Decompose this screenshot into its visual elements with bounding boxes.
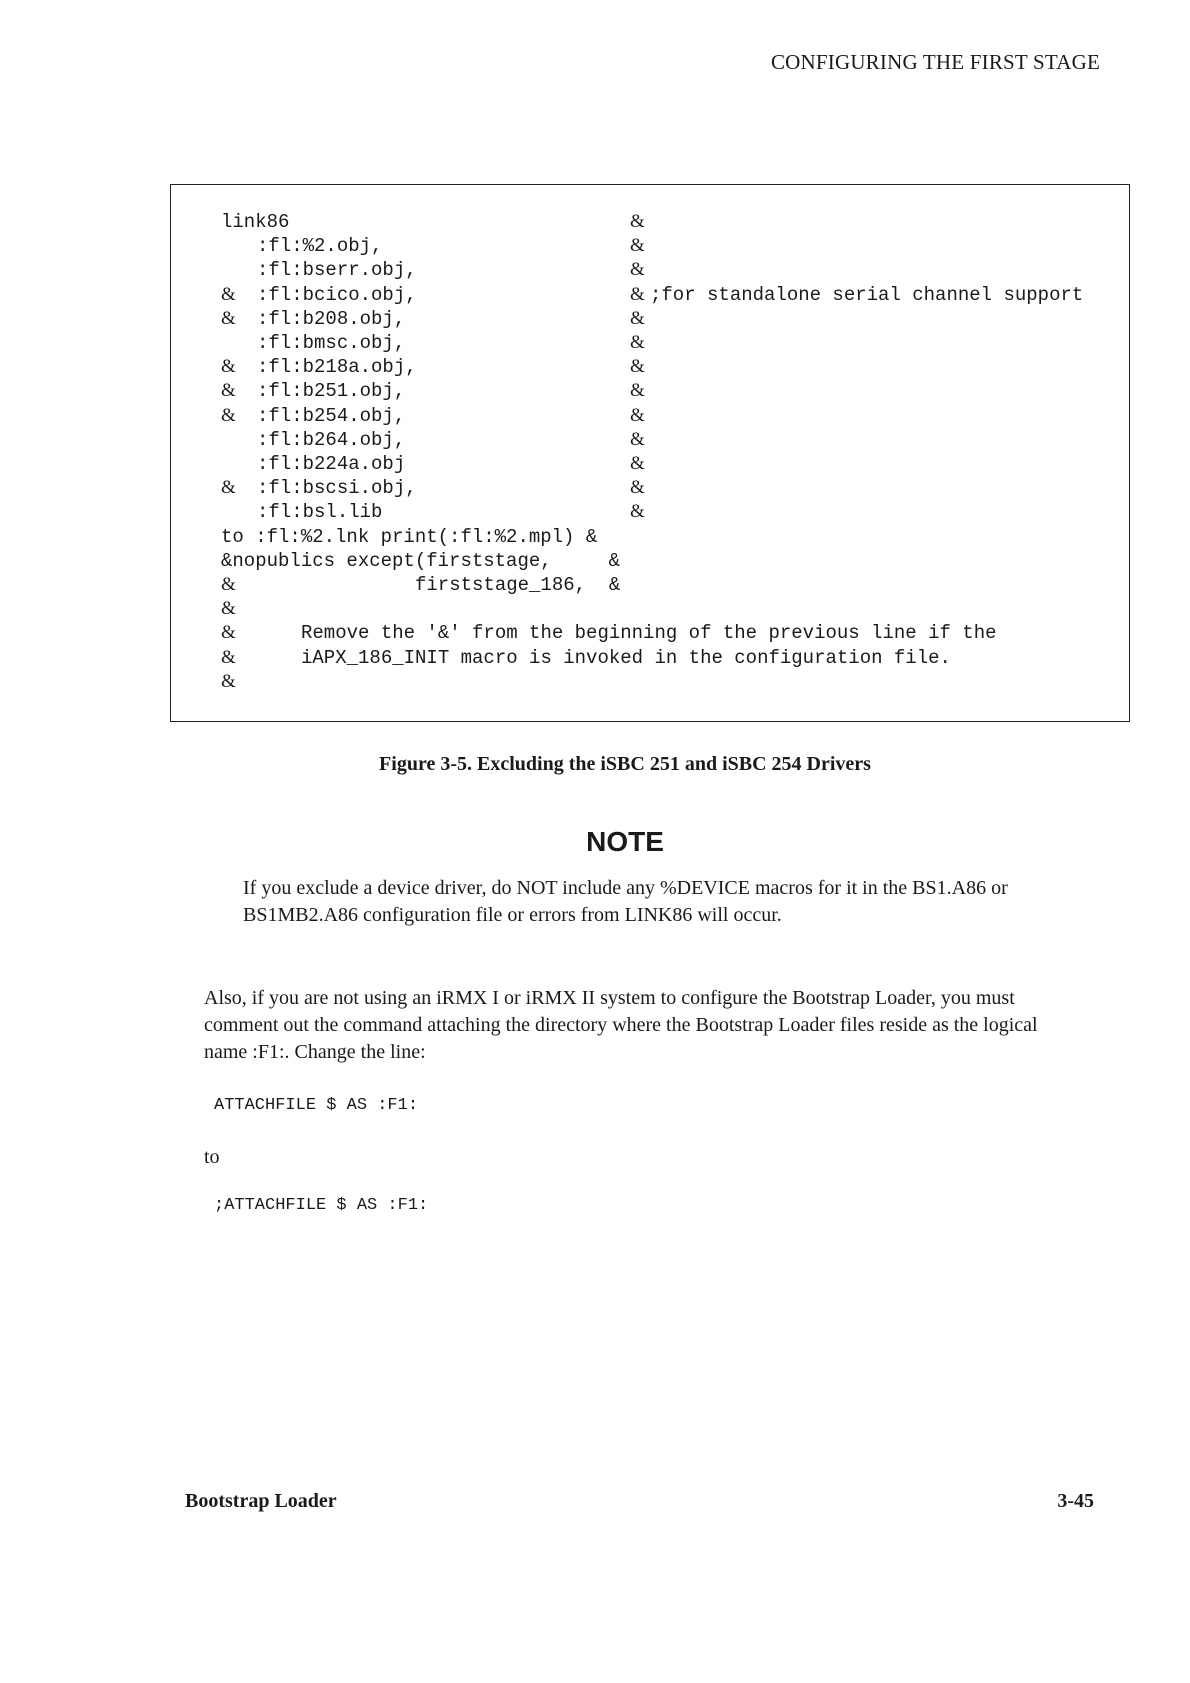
code-line-suffix: & — [630, 211, 645, 232]
to-word: to — [204, 1146, 220, 1168]
note-body: If you exclude a device driver, do NOT include any %DEVICE macros for it in the BS1.A86 or BS1MB2.A86 configuration file or errors from LINK86 will occur. — [243, 877, 1008, 926]
code-line-prefix: & — [221, 404, 236, 426]
figure-caption: Figure 3-5. Excluding the iSBC 251 and iSBC 254 Drivers — [379, 753, 871, 775]
code-line-text: :fl:bscsi.obj, — [257, 477, 417, 500]
footer-book-title: Bootstrap Loader — [185, 1490, 337, 1512]
body-paragraph: Also, if you are not using an iRMX I or iRMX II system to configure the Bootstrap Loader, you must comment out the command attaching the directory where the Bootstrap Loader files reside as the logical name :F1:. Change the line: — [204, 987, 1038, 1063]
code-line-prefix: & — [221, 670, 236, 692]
code-line-prefix: & — [221, 307, 236, 329]
code-line-comment: ;for standalone serial channel support — [650, 283, 1084, 306]
code-line-suffix: & — [630, 356, 645, 378]
code-line-text: :fl:b254.obj, — [257, 404, 406, 427]
code-line-prefix: & — [221, 622, 236, 644]
code-line-suffix: & — [630, 259, 645, 281]
code-line-suffix: & — [630, 477, 645, 499]
code-line-text: :fl:b264.obj, — [257, 428, 406, 451]
code-line-text: :fl:bsl.lib — [257, 501, 383, 524]
code-figure-box — [170, 184, 1130, 722]
code-line-nopublics: &nopublics except(firststage, & — [221, 549, 621, 572]
code-line-text: :fl:b251.obj, — [257, 380, 406, 403]
code-line-after: ;ATTACHFILE $ AS :F1: — [214, 1196, 429, 1215]
code-line-before: ATTACHFILE $ AS :F1: — [214, 1096, 419, 1115]
code-line-prefix: & — [221, 646, 236, 668]
note-title: NOTE — [586, 826, 664, 857]
code-remark-line: Remove the '&' from the beginning of the previous line if the — [301, 622, 997, 645]
code-line-suffix: & — [630, 380, 645, 402]
code-line-text: :fl:b208.obj, — [257, 307, 406, 330]
code-line-text: :fl:bmsc.obj, — [257, 332, 406, 354]
code-line-suffix: & — [630, 332, 645, 353]
code-line-text: link86 — [221, 211, 290, 233]
code-line-prefix: & — [221, 356, 236, 378]
code-line-suffix: & — [630, 235, 645, 257]
code-line-prefix: & — [221, 477, 236, 499]
code-line-firststage186: firststage_186, & — [415, 574, 621, 596]
code-line-text: :fl:b224a.obj — [257, 453, 406, 475]
code-line-to: to :fl:%2.lnk print(:fl:%2.mpl) & — [221, 525, 598, 548]
page-header-title: CONFIGURING THE FIRST STAGE — [770, 50, 1100, 74]
code-line-suffix: & — [630, 453, 645, 474]
footer-page-number: 3-45 — [1057, 1490, 1094, 1512]
code-line-text: :fl:b218a.obj, — [257, 356, 417, 379]
code-line-suffix: & — [630, 428, 645, 450]
code-line-suffix: & — [630, 283, 645, 305]
code-remark-line: iAPX_186_INIT macro is invoked in the configuration file. — [301, 646, 951, 669]
code-line-prefix: & — [221, 283, 236, 305]
code-line-suffix: & — [630, 404, 645, 426]
code-line-suffix: & — [630, 307, 645, 329]
code-line-text: :fl:bcico.obj, — [257, 283, 417, 306]
code-line-suffix: & — [630, 501, 645, 523]
code-line-text: :fl:bserr.obj, — [257, 259, 417, 282]
code-line-prefix: & — [221, 574, 236, 595]
code-line-prefix: & — [221, 598, 236, 620]
code-line-text: :fl:%2.obj, — [257, 235, 383, 258]
code-line-prefix: & — [221, 380, 236, 402]
